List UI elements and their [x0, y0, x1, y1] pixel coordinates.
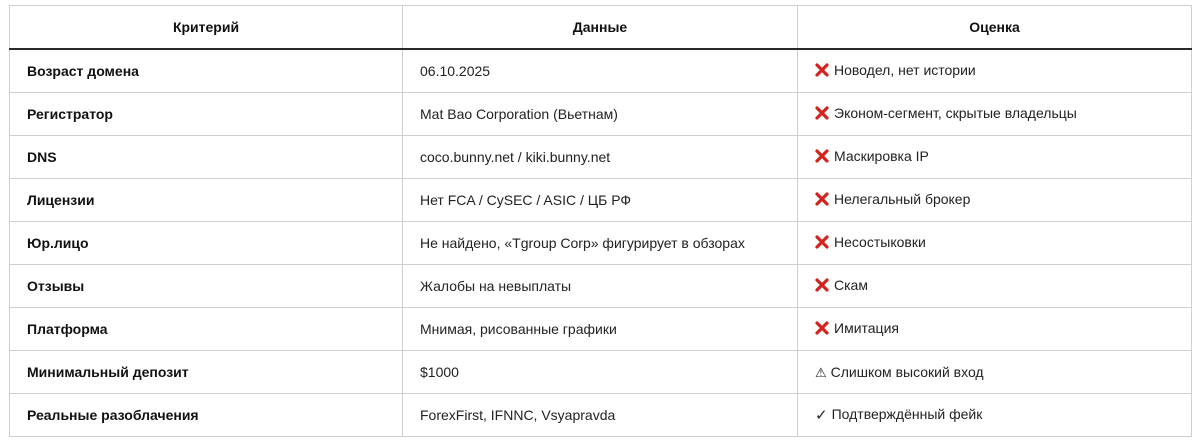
cell-rating — [798, 351, 1192, 394]
cell-data: Mat Bao Corporation (Вьетнам) — [403, 93, 798, 136]
table-row — [10, 222, 1192, 265]
verification-table-container — [9, 5, 1191, 437]
rating-label: Нелегальный брокер — [834, 191, 971, 207]
rating-label: Новодел, нет истории — [834, 62, 976, 78]
cell-criterion: Минимальный депозит — [10, 351, 403, 394]
cell-data: coco.bunny.net / kiki.bunny.net — [403, 136, 798, 179]
cell-criterion: Платформа — [10, 308, 403, 351]
cell-criterion: Отзывы — [10, 265, 403, 308]
table-row — [10, 308, 1192, 351]
verification-table — [9, 5, 1192, 437]
cross-icon — [815, 235, 829, 253]
cell-data: Не найдено, «Tgroup Corp» фигурирует в обзорах — [403, 222, 798, 265]
cell-rating — [798, 222, 1192, 265]
cell-criterion: Реальные разоблачения — [10, 394, 403, 437]
checkmark-icon: ✓ — [815, 407, 828, 424]
column-header-criterion: Критерий — [10, 6, 403, 50]
cell-rating — [798, 49, 1192, 93]
table-row — [10, 394, 1192, 437]
cell-criterion: Юр.лицо — [10, 222, 403, 265]
column-header-rating: Оценка — [798, 6, 1192, 50]
rating-label: Слишком высокий вход — [830, 363, 984, 380]
table-row — [10, 351, 1192, 394]
cell-rating — [798, 308, 1192, 351]
cross-icon — [815, 321, 829, 339]
table-row — [10, 49, 1192, 93]
cell-criterion: Лицензии — [10, 179, 403, 222]
rating-label: Подтверждённый фейк — [831, 406, 983, 422]
cell-rating — [798, 136, 1192, 179]
header-row — [10, 6, 1192, 50]
cell-data: Жалобы на невыплаты — [403, 265, 798, 308]
rating-label: Эконом-сегмент, скрытые владельцы — [834, 105, 1077, 121]
table-row — [10, 136, 1192, 179]
rating-label: Имитация — [834, 320, 899, 336]
cross-icon — [815, 106, 829, 124]
table-row — [10, 179, 1192, 222]
cell-data: Нет FCA / CySEC / ASIC / ЦБ РФ — [403, 179, 798, 222]
cross-icon — [815, 192, 829, 210]
rating-label: Несостыковки — [834, 234, 926, 250]
column-header-data: Данные — [403, 6, 798, 50]
cell-rating — [798, 394, 1192, 437]
cell-data: ForexFirst, IFNNC, Vsyapravda — [403, 394, 798, 437]
cross-icon — [815, 278, 829, 296]
cell-data: $1000 — [403, 351, 798, 394]
cross-icon — [815, 149, 829, 167]
cell-criterion: Регистратор — [10, 93, 403, 136]
cell-data: Мнимая, рисованные графики — [403, 308, 798, 351]
table-row — [10, 265, 1192, 308]
cell-rating — [798, 179, 1192, 222]
table-body — [10, 49, 1192, 437]
table-header — [10, 6, 1192, 50]
rating-label: Скам — [834, 277, 868, 293]
rating-label: Маскировка IP — [834, 148, 929, 164]
cell-rating — [798, 265, 1192, 308]
table-row — [10, 93, 1192, 136]
cell-data: 06.10.2025 — [403, 49, 798, 93]
warning-icon: ⚠ — [815, 364, 827, 380]
cell-criterion: Возраст домена — [10, 49, 403, 93]
cell-rating — [798, 93, 1192, 136]
cell-criterion: DNS — [10, 136, 403, 179]
cross-icon — [815, 63, 829, 81]
